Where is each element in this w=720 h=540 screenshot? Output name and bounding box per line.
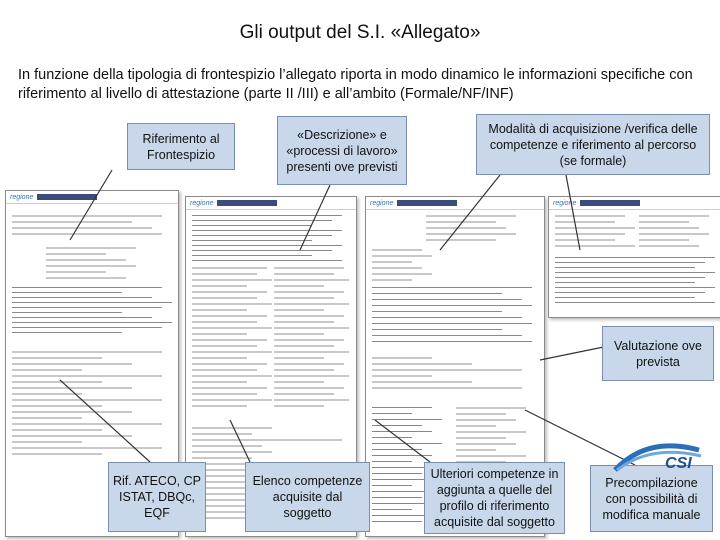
callout-elenco-competenze: Elenco competenze acquisite dal soggetto xyxy=(245,462,370,532)
callout-riferimento-frontespizio: Riferimento al Frontespizio xyxy=(127,123,235,170)
document-page-3: regione xyxy=(365,196,545,537)
csi-logo-text: CSI xyxy=(665,455,692,472)
csi-logo xyxy=(607,440,707,474)
document-page-1: regione xyxy=(5,190,179,537)
callout-valutazione: Valutazione ove prevista xyxy=(602,326,714,381)
callout-ulteriori-competenze: Ulteriori competenze in aggiunta a quelle del profilo di riferimento acquisite dal soggetto xyxy=(424,462,565,534)
callout-rif-ateco: Rif. ATECO, CP ISTAT, DBQc, EQF xyxy=(108,462,206,532)
document-page-4: regione xyxy=(548,196,720,318)
callout-precompilazione: Precompilazione con possibilità di modifica manuale xyxy=(590,465,713,532)
callout-modalita-acquisizione: Modalità di acquisizione /verifica delle competenze e riferimento al percorso (se formale) xyxy=(476,114,710,175)
slide-subtitle: In funzione della tipologia di frontespizio l’allegato riporta in modo dinamico le informazioni specifiche con riferimento al livello di attestazione (parte II /III) e all’ambito (Formale/NF/INF) xyxy=(18,67,693,102)
document-page-2: regione xyxy=(185,196,357,537)
callout-descrizione-processi: «Descrizione» e «processi di lavoro» presenti ove previsti xyxy=(277,116,407,185)
slide-title: Gli output del S.I. «Allegato» xyxy=(239,22,481,43)
